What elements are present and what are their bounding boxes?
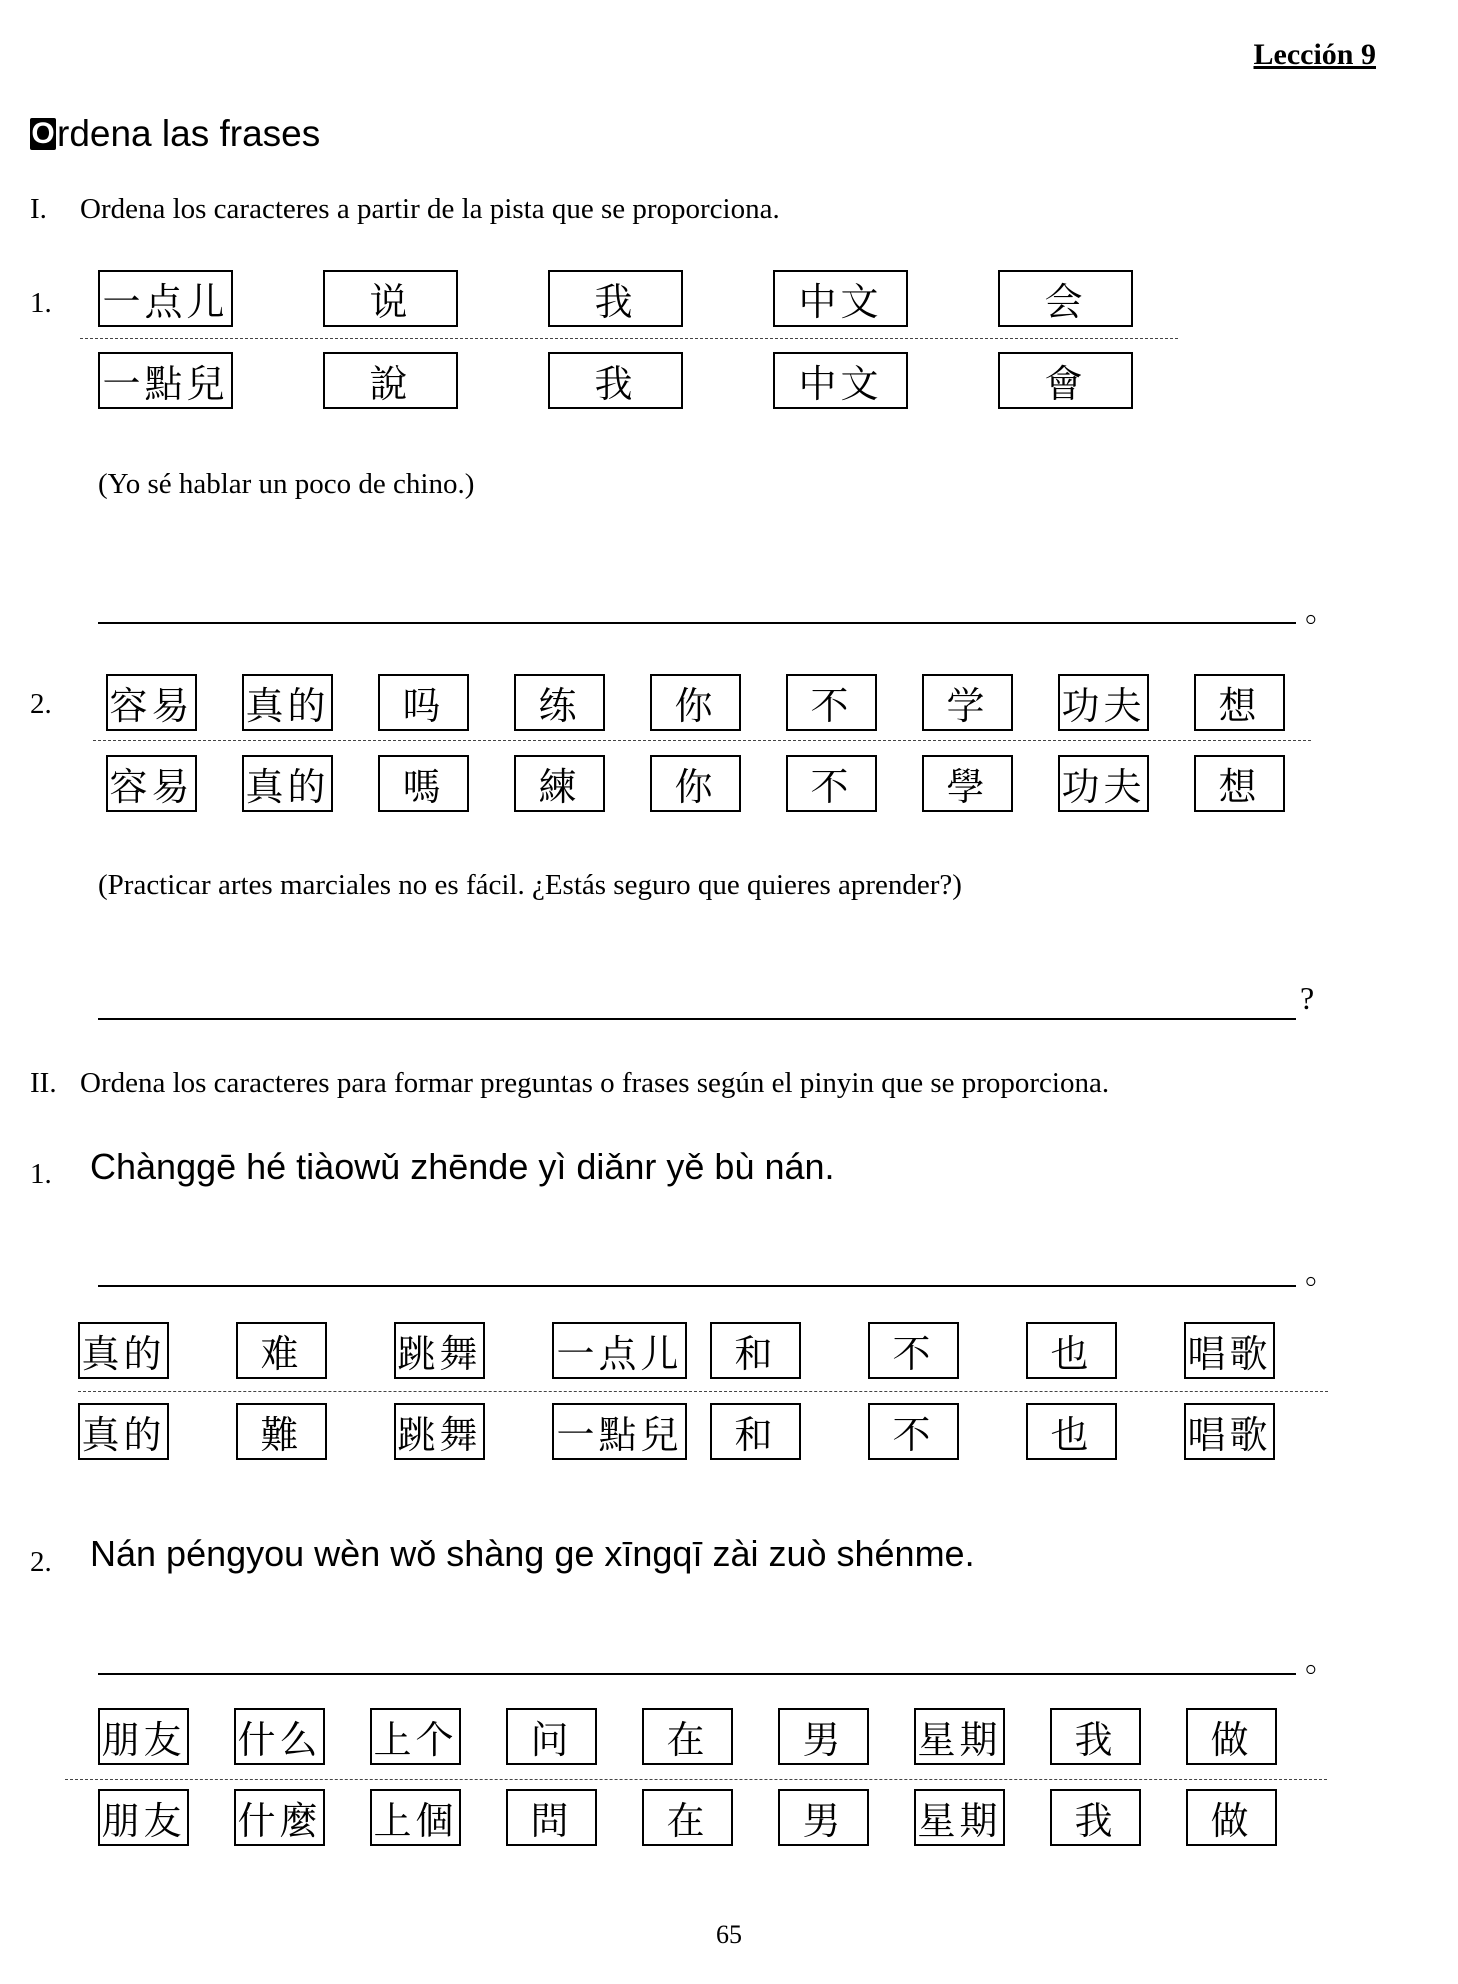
- character-tile[interactable]: 說: [323, 352, 458, 409]
- p1q1-end-punct: 。: [1305, 592, 1338, 628]
- p2q2-answer-line: [98, 1673, 1296, 1675]
- character-tile[interactable]: 你: [650, 674, 741, 731]
- character-tile[interactable]: 我: [548, 270, 683, 327]
- character-tile[interactable]: 星期: [914, 1789, 1005, 1846]
- part2-instruction-text: Ordena los caracteres para formar preguntas o frases según el pinyin que se proporciona.: [80, 1067, 1110, 1099]
- character-tile[interactable]: 不: [868, 1403, 959, 1460]
- character-tile[interactable]: 唱歌: [1184, 1322, 1275, 1379]
- character-tile[interactable]: 容易: [106, 755, 197, 812]
- dashed-divider: [80, 338, 1178, 339]
- p2q1-end-punct: 。: [1305, 1254, 1338, 1290]
- part1-roman: I.: [30, 193, 47, 225]
- character-tile[interactable]: 也: [1026, 1403, 1117, 1460]
- character-tile[interactable]: 男: [778, 1708, 869, 1765]
- character-tile[interactable]: 跳舞: [394, 1322, 485, 1379]
- character-tile[interactable]: 嗎: [378, 755, 469, 812]
- part2-instruction: [30, 1067, 1109, 1100]
- p1q2-end-punct: ?: [1300, 980, 1315, 1016]
- p2q1-answer-line: [98, 1285, 1296, 1287]
- character-tile[interactable]: 和: [710, 1403, 801, 1460]
- character-tile[interactable]: 一点儿: [552, 1322, 687, 1379]
- character-tile[interactable]: 上个: [370, 1708, 461, 1765]
- character-tile[interactable]: 問: [506, 1789, 597, 1846]
- part1-instruction-text: Ordena los caracteres a partir de la pista que se proporciona.: [80, 193, 780, 225]
- character-tile[interactable]: 難: [236, 1403, 327, 1460]
- character-tile[interactable]: 和: [710, 1322, 801, 1379]
- part2-roman: II.: [30, 1067, 57, 1099]
- p1q2-answer-line: [98, 1018, 1296, 1020]
- page-number: 65: [716, 1920, 742, 1949]
- character-tile[interactable]: 星期: [914, 1708, 1005, 1765]
- character-tile[interactable]: 一點兒: [98, 352, 233, 409]
- character-tile[interactable]: 容易: [106, 674, 197, 731]
- title-initial: O: [31, 117, 55, 150]
- dashed-divider: [93, 740, 1311, 741]
- p1q1-hint: (Yo sé hablar un poco de chino.): [98, 468, 475, 500]
- character-tile[interactable]: 练: [514, 674, 605, 731]
- character-tile[interactable]: 真的: [242, 755, 333, 812]
- character-tile[interactable]: 一點兒: [552, 1403, 687, 1460]
- character-tile[interactable]: 上個: [370, 1789, 461, 1846]
- section-title: [30, 113, 320, 155]
- character-tile[interactable]: 朋友: [98, 1708, 189, 1765]
- title-rest: rdena las frases: [57, 113, 321, 154]
- character-tile[interactable]: 吗: [378, 674, 469, 731]
- p2q1-number: 1.: [30, 1158, 52, 1190]
- character-tile[interactable]: 会: [998, 270, 1133, 327]
- character-tile[interactable]: 做: [1186, 1789, 1277, 1846]
- character-tile[interactable]: 不: [786, 674, 877, 731]
- character-tile[interactable]: 練: [514, 755, 605, 812]
- character-tile[interactable]: 在: [642, 1789, 733, 1846]
- dashed-divider: [65, 1779, 1327, 1780]
- character-tile[interactable]: 我: [1050, 1708, 1141, 1765]
- character-tile[interactable]: 功夫: [1058, 755, 1149, 812]
- p2q2-end-punct: 。: [1305, 1642, 1338, 1678]
- character-tile[interactable]: 问: [506, 1708, 597, 1765]
- character-tile[interactable]: 不: [786, 755, 877, 812]
- character-tile[interactable]: 我: [1050, 1789, 1141, 1846]
- character-tile[interactable]: 學: [922, 755, 1013, 812]
- character-tile[interactable]: 想: [1194, 755, 1285, 812]
- character-tile[interactable]: 什麼: [234, 1789, 325, 1846]
- dashed-divider: [78, 1391, 1328, 1392]
- p2q1-pinyin: Chànggē hé tiàowǔ zhēnde yì diǎnr yě bù nán.: [90, 1146, 835, 1187]
- character-tile[interactable]: 也: [1026, 1322, 1117, 1379]
- character-tile[interactable]: 不: [868, 1322, 959, 1379]
- character-tile[interactable]: 跳舞: [394, 1403, 485, 1460]
- p1q1-answer-line: [98, 622, 1296, 624]
- character-tile[interactable]: 什么: [234, 1708, 325, 1765]
- character-tile[interactable]: 在: [642, 1708, 733, 1765]
- character-tile[interactable]: 做: [1186, 1708, 1277, 1765]
- character-tile[interactable]: 中文: [773, 352, 908, 409]
- character-tile[interactable]: 真的: [242, 674, 333, 731]
- p1q1-number: 1.: [30, 287, 52, 319]
- p1q2-hint: (Practicar artes marciales no es fácil. ¿Estás seguro que quieres aprender?): [98, 869, 962, 901]
- character-tile[interactable]: 功夫: [1058, 674, 1149, 731]
- character-tile[interactable]: 會: [998, 352, 1133, 409]
- character-tile[interactable]: 一点儿: [98, 270, 233, 327]
- lesson-label: Lección 9: [1253, 38, 1376, 71]
- character-tile[interactable]: 男: [778, 1789, 869, 1846]
- character-tile[interactable]: 说: [323, 270, 458, 327]
- part1-instruction: [30, 193, 780, 226]
- character-tile[interactable]: 我: [548, 352, 683, 409]
- character-tile[interactable]: 你: [650, 755, 741, 812]
- character-tile[interactable]: 真的: [78, 1403, 169, 1460]
- character-tile[interactable]: 想: [1194, 674, 1285, 731]
- p2q2-number: 2.: [30, 1546, 52, 1578]
- character-tile[interactable]: 朋友: [98, 1789, 189, 1846]
- p1q2-number: 2.: [30, 688, 52, 720]
- character-tile[interactable]: 真的: [78, 1322, 169, 1379]
- character-tile[interactable]: 唱歌: [1184, 1403, 1275, 1460]
- character-tile[interactable]: 难: [236, 1322, 327, 1379]
- character-tile[interactable]: 学: [922, 674, 1013, 731]
- character-tile[interactable]: 中文: [773, 270, 908, 327]
- p2q2-pinyin: Nán péngyou wèn wǒ shàng ge xīngqī zài zuò shénme.: [90, 1533, 975, 1574]
